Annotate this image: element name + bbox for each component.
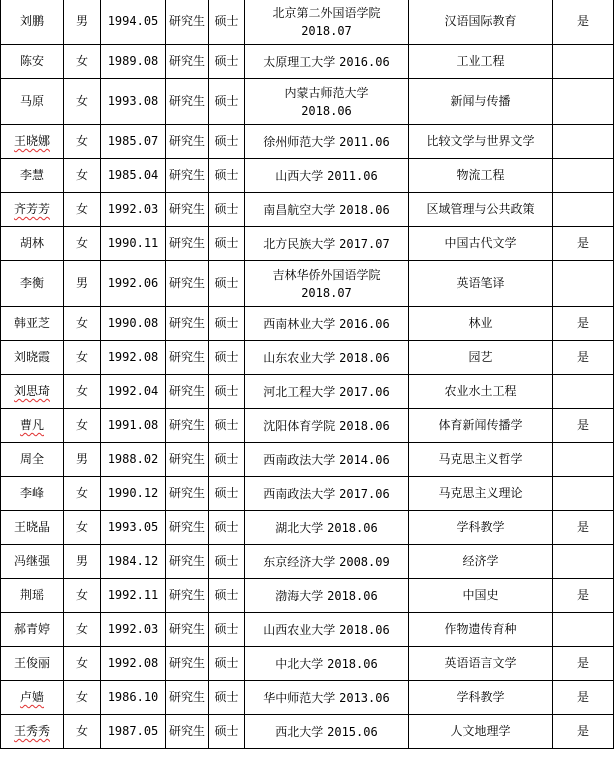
table-row — [1, 307, 614, 341]
table-row — [1, 45, 614, 79]
school-cell — [245, 125, 409, 159]
major-cell: 区域管理与公共政策 — [409, 193, 553, 227]
name-cell — [1, 45, 64, 79]
school-name: 河北工程大学 — [263, 384, 336, 399]
name-cell — [1, 579, 64, 613]
table-row — [1, 227, 614, 261]
graduation-date: 2011.06 — [327, 168, 378, 183]
gender-cell: 男 — [64, 443, 101, 477]
person-name: 王晓娜 — [13, 134, 50, 148]
table-row — [1, 0, 614, 45]
person-name: 王晓晶 — [13, 520, 50, 534]
table-row — [1, 409, 614, 443]
gender-cell: 女 — [64, 193, 101, 227]
degree-cell: 硕士 — [209, 647, 245, 681]
major-cell: 马克思主义理论 — [409, 477, 553, 511]
degree-cell: 硕士 — [209, 159, 245, 193]
education-cell: 研究生 — [166, 715, 209, 749]
birth-date-cell: 1987.05 — [101, 715, 166, 749]
table-row — [1, 477, 614, 511]
education-cell: 研究生 — [166, 613, 209, 647]
school-name: 北方民族大学 — [263, 236, 336, 251]
degree-cell: 硕士 — [209, 715, 245, 749]
school-name: 中北大学 — [275, 656, 324, 671]
graduation-date: 2008.09 — [339, 554, 390, 569]
flag-cell — [553, 45, 614, 79]
graduation-date: 2014.06 — [339, 452, 390, 467]
school-cell — [245, 261, 409, 307]
name-cell — [1, 477, 64, 511]
table-row — [1, 681, 614, 715]
name-cell — [1, 375, 64, 409]
flag-cell: 是 — [553, 341, 614, 375]
flag-cell — [553, 545, 614, 579]
education-cell: 研究生 — [166, 647, 209, 681]
graduation-date: 2017.06 — [339, 384, 390, 399]
person-name: 刘鹏 — [19, 14, 44, 28]
graduation-date: 2016.06 — [339, 54, 390, 69]
school-name: 沈阳体育学院 — [263, 418, 336, 433]
flag-cell: 是 — [553, 307, 614, 341]
person-name: 曹凡 — [19, 418, 44, 432]
degree-cell: 硕士 — [209, 511, 245, 545]
birth-date-cell: 1986.10 — [101, 681, 166, 715]
education-cell: 研究生 — [166, 261, 209, 307]
birth-date-cell: 1985.07 — [101, 125, 166, 159]
flag-cell — [553, 375, 614, 409]
education-cell: 研究生 — [166, 79, 209, 125]
school-name: 山西农业大学 — [263, 622, 336, 637]
gender-cell: 女 — [64, 579, 101, 613]
name-cell — [1, 159, 64, 193]
graduation-date: 2018.07 — [301, 285, 352, 300]
school-cell — [245, 193, 409, 227]
school-name: 山西大学 — [275, 168, 324, 183]
graduation-date: 2018.07 — [301, 23, 352, 38]
person-name: 刘晓霞 — [13, 350, 50, 364]
name-cell — [1, 409, 64, 443]
graduation-date: 2018.06 — [339, 350, 390, 365]
degree-cell: 硕士 — [209, 545, 245, 579]
school-cell — [245, 227, 409, 261]
school-cell — [245, 511, 409, 545]
name-cell — [1, 227, 64, 261]
person-name: 卢嫱 — [19, 690, 44, 704]
education-cell: 研究生 — [166, 545, 209, 579]
degree-cell: 硕士 — [209, 477, 245, 511]
name-cell — [1, 647, 64, 681]
table-row — [1, 613, 614, 647]
degree-cell: 硕士 — [209, 0, 245, 45]
graduation-date: 2011.06 — [339, 134, 390, 149]
person-name: 王俊丽 — [13, 656, 50, 670]
school-name: 内蒙古师范大学 — [284, 85, 369, 100]
school-name: 渤海大学 — [275, 588, 324, 603]
major-cell: 英语笔译 — [409, 261, 553, 307]
degree-cell: 硕士 — [209, 341, 245, 375]
birth-date-cell: 1992.08 — [101, 647, 166, 681]
flag-cell: 是 — [553, 647, 614, 681]
education-cell: 研究生 — [166, 45, 209, 79]
gender-cell: 男 — [64, 261, 101, 307]
name-cell — [1, 0, 64, 45]
person-name: 陈安 — [19, 54, 44, 68]
flag-cell — [553, 477, 614, 511]
person-name: 王秀秀 — [13, 724, 50, 738]
flag-cell: 是 — [553, 511, 614, 545]
birth-date-cell: 1992.04 — [101, 375, 166, 409]
education-cell: 研究生 — [166, 193, 209, 227]
graduation-date: 2018.06 — [327, 656, 378, 671]
school-cell — [245, 647, 409, 681]
school-name: 徐州师范大学 — [263, 134, 336, 149]
birth-date-cell: 1985.04 — [101, 159, 166, 193]
education-cell: 研究生 — [166, 409, 209, 443]
name-cell — [1, 545, 64, 579]
school-name: 西北大学 — [275, 724, 324, 739]
graduation-date: 2018.06 — [339, 622, 390, 637]
name-cell — [1, 193, 64, 227]
name-cell — [1, 681, 64, 715]
person-name: 荆瑶 — [19, 588, 44, 602]
school-name: 西南政法大学 — [263, 452, 336, 467]
school-cell — [245, 79, 409, 125]
degree-cell: 硕士 — [209, 613, 245, 647]
school-name: 吉林华侨外国语学院 — [272, 267, 381, 282]
school-cell — [245, 409, 409, 443]
birth-date-cell: 1992.03 — [101, 193, 166, 227]
flag-cell: 是 — [553, 681, 614, 715]
table-row — [1, 579, 614, 613]
gender-cell: 男 — [64, 545, 101, 579]
graduation-date: 2018.06 — [327, 588, 378, 603]
graduation-date: 2018.06 — [339, 202, 390, 217]
person-name: 齐芳芳 — [13, 202, 50, 216]
degree-cell: 硕士 — [209, 579, 245, 613]
school-name: 西南政法大学 — [263, 486, 336, 501]
school-cell — [245, 477, 409, 511]
degree-cell: 硕士 — [209, 261, 245, 307]
person-name: 韩亚芝 — [13, 316, 50, 330]
flag-cell — [553, 79, 614, 125]
school-cell — [245, 681, 409, 715]
major-cell: 人文地理学 — [409, 715, 553, 749]
graduation-date: 2015.06 — [327, 724, 378, 739]
school-name: 北京第二外国语学院 — [272, 5, 381, 20]
gender-cell: 男 — [64, 0, 101, 45]
degree-cell: 硕士 — [209, 79, 245, 125]
flag-cell — [553, 193, 614, 227]
degree-cell: 硕士 — [209, 409, 245, 443]
gender-cell: 女 — [64, 613, 101, 647]
school-cell — [245, 0, 409, 45]
major-cell: 英语语言文学 — [409, 647, 553, 681]
degree-cell: 硕士 — [209, 45, 245, 79]
major-cell: 物流工程 — [409, 159, 553, 193]
birth-date-cell: 1990.12 — [101, 477, 166, 511]
table-row — [1, 341, 614, 375]
major-cell: 马克思主义哲学 — [409, 443, 553, 477]
major-cell: 林业 — [409, 307, 553, 341]
person-name: 冯继强 — [13, 554, 50, 568]
table-row — [1, 647, 614, 681]
table-row — [1, 443, 614, 477]
school-cell — [245, 159, 409, 193]
major-cell: 中国史 — [409, 579, 553, 613]
gender-cell: 女 — [64, 681, 101, 715]
school-cell — [245, 307, 409, 341]
major-cell: 作物遗传育种 — [409, 613, 553, 647]
education-cell: 研究生 — [166, 443, 209, 477]
flag-cell: 是 — [553, 579, 614, 613]
education-cell: 研究生 — [166, 477, 209, 511]
graduation-date: 2018.06 — [339, 418, 390, 433]
birth-date-cell: 1993.08 — [101, 79, 166, 125]
degree-cell: 硕士 — [209, 193, 245, 227]
graduation-date: 2016.06 — [339, 316, 390, 331]
birth-date-cell: 1992.11 — [101, 579, 166, 613]
school-name: 山东农业大学 — [263, 350, 336, 365]
school-name: 南昌航空大学 — [263, 202, 336, 217]
graduation-date: 2018.06 — [301, 103, 352, 118]
major-cell: 学科教学 — [409, 511, 553, 545]
major-cell: 经济学 — [409, 545, 553, 579]
name-cell — [1, 613, 64, 647]
education-cell: 研究生 — [166, 307, 209, 341]
major-cell: 体育新闻传播学 — [409, 409, 553, 443]
major-cell: 园艺 — [409, 341, 553, 375]
birth-date-cell: 1993.05 — [101, 511, 166, 545]
name-cell — [1, 443, 64, 477]
table-row — [1, 261, 614, 307]
flag-cell: 是 — [553, 409, 614, 443]
graduation-date: 2017.06 — [339, 486, 390, 501]
degree-cell: 硕士 — [209, 307, 245, 341]
flag-cell — [553, 443, 614, 477]
table-body — [1, 0, 614, 749]
flag-cell — [553, 159, 614, 193]
major-cell: 农业水土工程 — [409, 375, 553, 409]
name-cell — [1, 341, 64, 375]
birth-date-cell: 1989.08 — [101, 45, 166, 79]
table-row — [1, 545, 614, 579]
birth-date-cell: 1990.11 — [101, 227, 166, 261]
school-name: 东京经济大学 — [263, 554, 336, 569]
education-cell: 研究生 — [166, 375, 209, 409]
degree-cell: 硕士 — [209, 681, 245, 715]
birth-date-cell: 1994.05 — [101, 0, 166, 45]
education-cell: 研究生 — [166, 0, 209, 45]
table-row — [1, 375, 614, 409]
table-row — [1, 193, 614, 227]
gender-cell: 女 — [64, 307, 101, 341]
gender-cell: 女 — [64, 511, 101, 545]
person-name: 刘思琦 — [13, 384, 50, 398]
gender-cell: 女 — [64, 647, 101, 681]
gender-cell: 女 — [64, 477, 101, 511]
birth-date-cell: 1992.06 — [101, 261, 166, 307]
name-cell — [1, 79, 64, 125]
gender-cell: 女 — [64, 375, 101, 409]
graduation-date: 2017.07 — [339, 236, 390, 251]
school-cell — [245, 545, 409, 579]
degree-cell: 硕士 — [209, 125, 245, 159]
school-name: 太原理工大学 — [263, 54, 336, 69]
birth-date-cell: 1991.08 — [101, 409, 166, 443]
major-cell: 比较文学与世界文学 — [409, 125, 553, 159]
gender-cell: 女 — [64, 715, 101, 749]
school-name: 湖北大学 — [275, 520, 324, 535]
major-cell: 中国古代文学 — [409, 227, 553, 261]
birth-date-cell: 1992.03 — [101, 613, 166, 647]
flag-cell — [553, 125, 614, 159]
degree-cell: 硕士 — [209, 443, 245, 477]
table-row — [1, 79, 614, 125]
person-name: 胡林 — [19, 236, 44, 250]
birth-date-cell: 1988.02 — [101, 443, 166, 477]
birth-date-cell: 1990.08 — [101, 307, 166, 341]
school-cell — [245, 443, 409, 477]
flag-cell — [553, 261, 614, 307]
gender-cell: 女 — [64, 409, 101, 443]
person-name: 李峰 — [19, 486, 44, 500]
graduation-date: 2013.06 — [339, 690, 390, 705]
major-cell: 汉语国际教育 — [409, 0, 553, 45]
gender-cell: 女 — [64, 79, 101, 125]
school-name: 华中师范大学 — [263, 690, 336, 705]
education-cell: 研究生 — [166, 227, 209, 261]
education-cell: 研究生 — [166, 125, 209, 159]
table-row — [1, 511, 614, 545]
name-cell — [1, 715, 64, 749]
major-cell: 新闻与传播 — [409, 79, 553, 125]
education-cell: 研究生 — [166, 579, 209, 613]
name-cell — [1, 125, 64, 159]
flag-cell: 是 — [553, 227, 614, 261]
table-row — [1, 159, 614, 193]
education-cell: 研究生 — [166, 511, 209, 545]
education-cell: 研究生 — [166, 159, 209, 193]
major-cell: 工业工程 — [409, 45, 553, 79]
name-cell — [1, 261, 64, 307]
name-cell — [1, 511, 64, 545]
gender-cell: 女 — [64, 159, 101, 193]
birth-date-cell: 1984.12 — [101, 545, 166, 579]
school-cell — [245, 341, 409, 375]
gender-cell: 女 — [64, 45, 101, 79]
gender-cell: 女 — [64, 227, 101, 261]
person-name: 马原 — [19, 94, 44, 108]
gender-cell: 女 — [64, 341, 101, 375]
graduation-date: 2018.06 — [327, 520, 378, 535]
degree-cell: 硕士 — [209, 227, 245, 261]
flag-cell: 是 — [553, 715, 614, 749]
major-cell: 学科教学 — [409, 681, 553, 715]
person-name: 郝青婷 — [13, 622, 50, 636]
degree-cell: 硕士 — [209, 375, 245, 409]
table-row — [1, 125, 614, 159]
name-cell — [1, 307, 64, 341]
flag-cell — [553, 613, 614, 647]
person-name: 李衡 — [19, 276, 44, 290]
school-cell — [245, 375, 409, 409]
education-cell: 研究生 — [166, 681, 209, 715]
school-cell — [245, 715, 409, 749]
birth-date-cell: 1992.08 — [101, 341, 166, 375]
school-cell — [245, 613, 409, 647]
person-name: 周全 — [19, 452, 44, 466]
school-cell — [245, 45, 409, 79]
flag-cell: 是 — [553, 0, 614, 45]
school-name: 西南林业大学 — [263, 316, 336, 331]
gender-cell: 女 — [64, 125, 101, 159]
school-cell — [245, 579, 409, 613]
person-name: 李慧 — [19, 168, 44, 182]
table-row — [1, 715, 614, 749]
education-cell: 研究生 — [166, 341, 209, 375]
